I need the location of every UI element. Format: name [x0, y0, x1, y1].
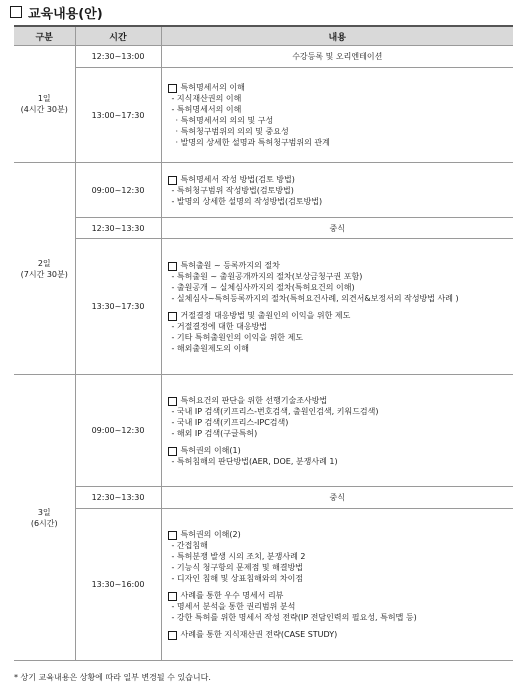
content-cell — [161, 163, 513, 218]
square-bullet-icon — [168, 631, 177, 640]
day-hours: (4시간 30분) — [20, 105, 68, 114]
list-item: · 발명의 상세한 설명과 특허청구범위의 관계 — [175, 138, 330, 147]
table-row — [14, 163, 513, 218]
content-cell — [161, 239, 513, 375]
time-cell: 12:30~13:30 — [75, 487, 161, 509]
section-heading — [168, 395, 510, 406]
curriculum-table — [14, 25, 513, 661]
section-heading-text: 특허권의 이해(2) — [180, 530, 241, 539]
list-item: - 특허명세서의 이해 — [171, 105, 242, 114]
table-row — [14, 375, 513, 487]
section-heading-text: 사례를 통한 우수 명세서 리뷰 — [180, 591, 284, 600]
footnote: * 상기 교육내용은 상황에 따라 일부 변경될 수 있습니다. — [14, 673, 211, 682]
list-item: - 해외출원제도의 이해 — [171, 343, 250, 353]
day-hours: (6시간) — [30, 518, 58, 528]
content-cell: 중식 — [161, 487, 513, 509]
list-item: - 국내 IP 검색(키프리스-번호검색, 출원인검색, 키워드검색) — [171, 406, 379, 416]
table-row — [14, 46, 513, 68]
day-label: 2일 — [37, 258, 51, 268]
checkbox-square-icon — [10, 6, 22, 18]
list-item: - 기능식 청구항의 문제점 및 해결방법 — [171, 563, 304, 572]
square-bullet-icon — [168, 447, 177, 456]
list-item: - 지식재산권의 이해 — [171, 94, 242, 103]
section-heading-text: 특허요건의 판단을 위한 선행기술조사방법 — [180, 395, 328, 405]
section-heading-text: 사례를 통한 지식재산권 전략(CASE STUDY) — [180, 630, 338, 639]
list-item: - 특허청구범위 작성방법(검토방법) — [171, 185, 294, 195]
list-item: - 국내 IP 검색(키프리스-IPC검색) — [171, 417, 289, 427]
content-cell — [161, 375, 513, 487]
day-cell-3 — [14, 375, 75, 661]
list-item: - 실체심사~특허등록까지의 절차(특허요건사례, 의견서&보정서의 작성방법 사례 ) — [171, 293, 459, 303]
doc-title — [10, 2, 103, 22]
section-heading — [168, 310, 510, 321]
list-item: · 특허명세서의 의의 및 구성 — [175, 116, 274, 125]
list-item: - 디자인 침해 및 상표침해와의 차이점 — [171, 574, 304, 583]
table-row — [14, 218, 513, 239]
time-cell: 13:00~17:30 — [75, 68, 161, 163]
content-cell — [161, 68, 513, 163]
list-item: - 해외 IP 검색(구글특허) — [171, 428, 258, 438]
header-day: 구분 — [14, 26, 75, 46]
header-time: 시간 — [75, 26, 161, 46]
table-row — [14, 239, 513, 375]
content-cell — [161, 509, 513, 661]
time-cell: 09:00~12:30 — [75, 375, 161, 487]
list-item: - 특허출원 ~ 출원공개까지의 절차(보상금청구권 포함) — [171, 271, 363, 281]
day-hours: (7시간 30분) — [20, 269, 68, 279]
table-row — [14, 509, 513, 661]
table-header-row — [14, 26, 513, 46]
list-item: · 특허청구범위의 의의 및 중요성 — [175, 127, 289, 136]
day-cell-1 — [14, 46, 75, 163]
section-heading — [168, 445, 510, 456]
list-item: - 강한 특허를 위한 명세서 작성 전략(IP 전담인력의 필요성, 특허맵 등) — [171, 613, 417, 622]
square-bullet-icon — [168, 592, 177, 601]
section-heading — [168, 629, 510, 640]
header-content: 내용 — [161, 26, 513, 46]
day-label: 3일 — [37, 507, 51, 517]
section-heading — [168, 590, 510, 601]
time-cell: 12:30~13:00 — [75, 46, 161, 68]
time-cell: 13:30~16:00 — [75, 509, 161, 661]
table-row — [14, 68, 513, 163]
content-cell: 수강등록 및 오리엔테이션 — [161, 46, 513, 68]
square-bullet-icon — [168, 531, 177, 540]
section-heading — [168, 260, 510, 271]
section-heading-text: 거절결정 대응방법 및 출원인의 이익을 위한 제도 — [180, 310, 351, 320]
day-cell-2 — [14, 163, 75, 375]
time-cell: 09:00~12:30 — [75, 163, 161, 218]
list-item: - 특허분쟁 발생 시의 조치, 분쟁사례 2 — [171, 552, 306, 561]
section-heading — [168, 529, 510, 540]
list-item: - 기타 특허출원인의 이익을 위한 제도 — [171, 332, 304, 342]
square-bullet-icon — [168, 262, 177, 271]
section-heading-text: 특허명세서의 이해 — [180, 83, 245, 92]
section-heading — [168, 82, 510, 93]
square-bullet-icon — [168, 84, 177, 93]
time-cell: 13:30~17:30 — [75, 239, 161, 375]
square-bullet-icon — [168, 397, 177, 406]
content-cell: 중식 — [161, 218, 513, 239]
time-cell: 12:30~13:30 — [75, 218, 161, 239]
section-heading — [168, 174, 510, 185]
list-item: - 출원공개 ~ 실체심사까지의 절차(특허요건의 이해) — [171, 282, 355, 292]
section-heading-text: 특허명세서 작성 방법(검토 방법) — [180, 174, 295, 184]
list-item: - 거절결정에 대한 대응방법 — [171, 321, 268, 331]
doc-title-text: 교육내용(안) — [28, 6, 103, 22]
list-item: - 명세서 분석을 통한 권리범위 분석 — [171, 602, 296, 611]
list-item: - 간접침해 — [171, 541, 208, 550]
square-bullet-icon — [168, 176, 177, 185]
square-bullet-icon — [168, 312, 177, 321]
section-heading-text: 특허권의 이해(1) — [180, 445, 241, 455]
table-row — [14, 487, 513, 509]
list-item: - 특허침해의 판단방법(AER, DOE, 분쟁사례 1) — [171, 456, 338, 466]
list-item: - 발명의 상세한 설명의 작성방법(검토방법) — [171, 196, 323, 206]
day-label: 1일 — [37, 94, 51, 103]
section-heading-text: 특허출원 ~ 등록까지의 절차 — [180, 260, 280, 270]
